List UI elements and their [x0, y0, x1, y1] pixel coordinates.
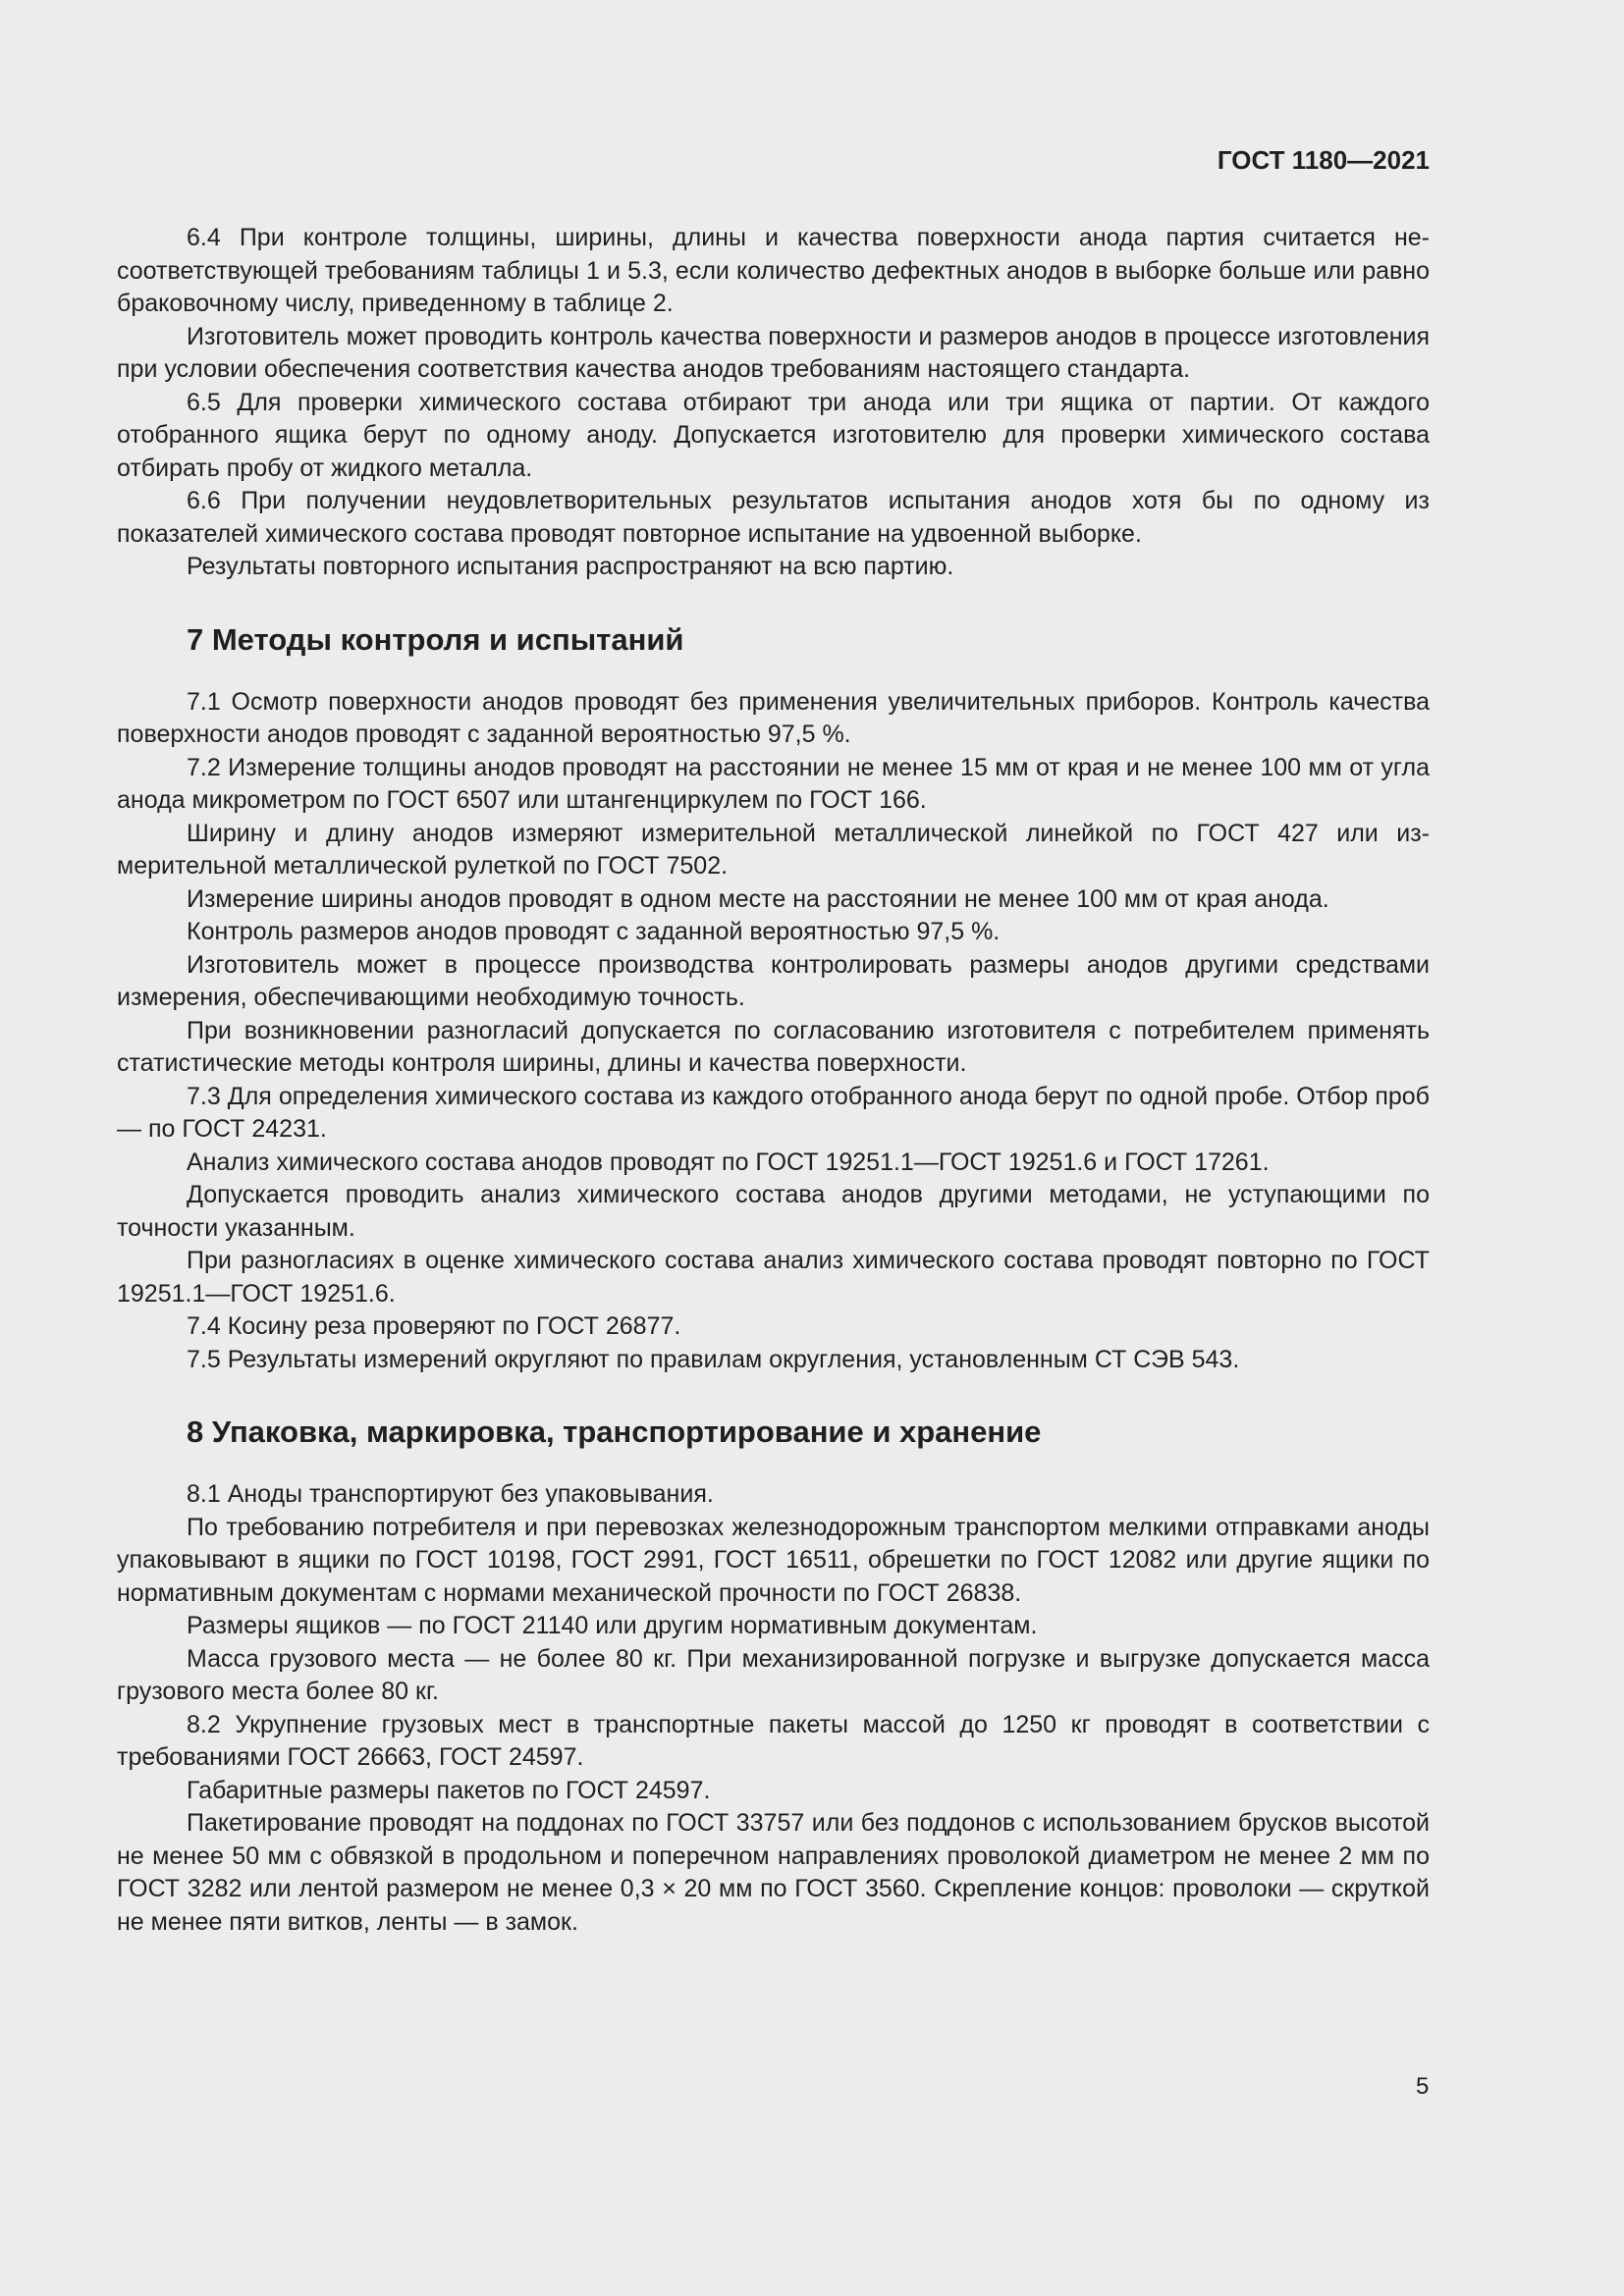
paragraph: Размеры ящиков — по ГОСТ 21140 или другим нормативным документам. [187, 1612, 1038, 1639]
paragraph: Результаты повторного испытания распространяют на всю партию. [187, 553, 954, 580]
paragraph: 7.1 Осмотр поверхности анодов проводят без применения увеличительных приборов. Контроль качества поверхности анодов проводят с заданной вероятностью 97,5 %. [117, 687, 1430, 748]
paragraph: 6.6 При получении неудовлетворительных результатов испытания анодов хотя бы по одному из показателей химического состава проводят повторное испытание на удвоенной выборке. [117, 487, 1430, 548]
paragraph: Контроль размеров анодов проводят с заданной вероятностью 97,5 %. [187, 918, 1001, 945]
paragraph: Масса грузового места — не более 80 кг. При механизированной погрузке и выгрузке допускается масса грузового места более 80 кг. [117, 1644, 1430, 1705]
paragraph: 8.2 Укрупнение грузовых мест в транспортные пакеты массой до 1250 кг проводят в соответствии с требованиями ГОСТ 26663, ГОСТ 24597. [117, 1710, 1430, 1771]
paragraph: Габаритные размеры пакетов по ГОСТ 24597. [187, 1776, 711, 1804]
paragraph: Анализ химического состава анодов проводят по ГОСТ 19251.1—ГОСТ 19251.6 и ГОСТ 17261. [187, 1148, 1270, 1176]
paragraph: 7.2 Измерение толщины анодов проводят на расстоянии не менее 15 мм от края и не менее 100 мм от угла анода микрометром по ГОСТ 6507 или штангенциркулем по ГОСТ 166. [117, 753, 1430, 814]
paragraph: 6.4 При контроле толщины, ширины, длины и качества поверхности анода партия считается несоответствующей требованиям таблицы 1 и 5.3, если количество дефектных анодов в выборке больше или равно браковочному числу, приведенному в таблице 2. [117, 224, 1430, 317]
paragraph: 7.5 Результаты измерений округляют по правилам округления, установленным СТ СЭВ 543. [187, 1345, 1240, 1373]
document-body [117, 222, 1430, 1939]
paragraph: Ширину и длину анодов измеряют измерительной металлической линейкой по ГОСТ 427 или измерительной металлической рулеткой по ГОСТ 7502. [117, 819, 1430, 880]
paragraph: 7.4 Косину реза проверяют по ГОСТ 26877. [187, 1312, 681, 1340]
paragraph: Измерение ширины анодов проводят в одном месте на расстоянии не менее 100 мм от края анода. [187, 884, 1329, 913]
paragraph: 7.3 Для определения химического состава из каждого отобранного анода берут по одной пробе. Отбор проб — по ГОСТ 24231. [117, 1082, 1430, 1143]
paragraph: 8.1 Аноды транспортируют без упаковывания. [187, 1480, 714, 1508]
paragraph: 6.5 Для проверки химического состава отбирают три анода или три ящика от партии. От каждого отобранного ящика берут по одному аноду. Допускается изготовителю для проверки химического состава отбирать пробу от жидкого металла. [117, 388, 1430, 482]
paragraph: Изготовитель может проводить контроль качества поверхности и размеров анодов в процессе изготовления при условии обеспечения соответствия качества анодов требованиям настоящего стандарта. [117, 322, 1430, 383]
paragraph: Пакетирование проводят на поддонах по ГОСТ 33757 или без поддонов с использованием брусков высотой не менее 50 мм с обвязкой в продольном и поперечном направлениях проволокой диаметром не менее 2 мм по ГОСТ 3282 или лентой размером не менее 0,3 × 20 мм по ГОСТ 3560. Скрепление концов: проволоки — скруткой не менее пяти витков, ленты — в замок. [117, 1809, 1430, 1936]
paragraph: По требованию потребителя и при перевозках железнодорожным транспортом мелкими отправками аноды упаковывают в ящики по ГОСТ 10198, ГОСТ 2991, ГОСТ 16511, обрешетки по ГОСТ 12082 или другие ящики по нормативным документам с нормами механической прочности по ГОСТ 26838. [117, 1513, 1430, 1607]
paragraph: При возникновении разногласий допускается по согласованию изготовителя с потребителем применять статистические методы контроля ширины, длины и качества поверхности. [117, 1016, 1430, 1077]
paragraph: Изготовитель может в процессе производства контролировать размеры анодов другими средствами измерения, обеспечивающими необходимую точность. [117, 950, 1430, 1011]
section-heading: 8 Упаковка, маркировка, транспортирование и хранение [187, 1415, 1042, 1449]
section-heading: 7 Методы контроля и испытаний [187, 621, 684, 657]
paragraph: Допускается проводить анализ химического состава анодов другими методами, не уступающими по точности указанным. [117, 1181, 1430, 1242]
page-number: 5 [1416, 2073, 1430, 2100]
paragraph: При разногласиях в оценке химического состава анализ химического состава проводят повторно по ГОСТ 19251.1—ГОСТ 19251.6. [117, 1247, 1430, 1308]
document-header: ГОСТ 1180—2021 [1217, 145, 1430, 175]
